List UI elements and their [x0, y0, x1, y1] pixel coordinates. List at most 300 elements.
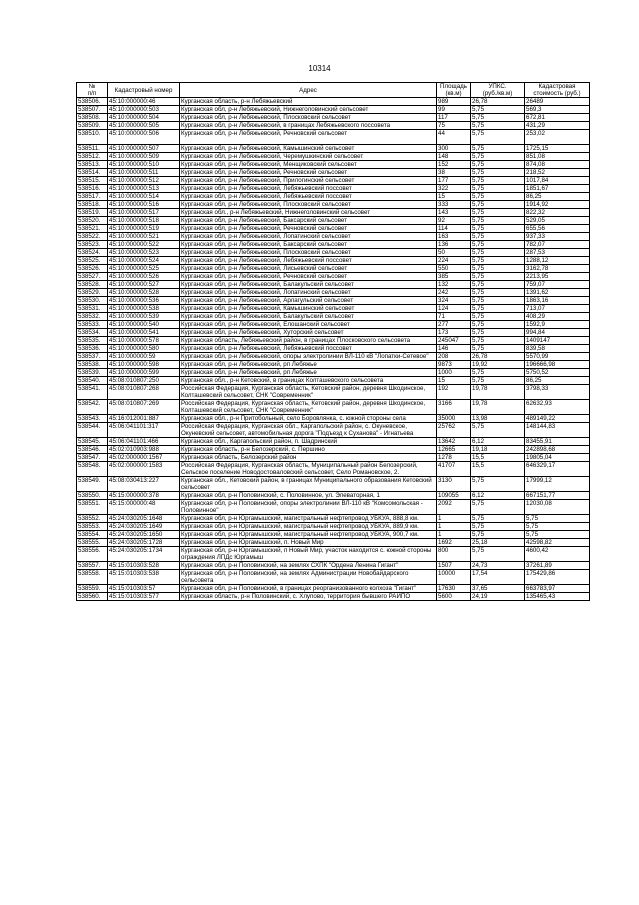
area-cell: 132 [437, 281, 471, 289]
row-index-cell: 538550. [77, 492, 108, 500]
table-row [77, 477, 590, 492]
table-row [77, 562, 590, 570]
area-cell: 208 [437, 353, 471, 361]
cadastral-value-cell: 86,25 [525, 377, 590, 385]
row-index-cell: 538522. [77, 233, 108, 241]
upks-cell: 5,75 [471, 305, 525, 313]
cadastral-value-cell: 5750,52 [525, 369, 590, 377]
cadastral-value-cell: 287,53 [525, 249, 590, 257]
upks-cell: 5,75 [471, 281, 525, 289]
cadastral-value-cell: 1592,9 [525, 321, 590, 329]
table-row [77, 345, 590, 353]
address-cell: Курганская обл, р-н Лебяжьевский, Лебяжьевский поссовет [180, 185, 437, 193]
cadastral-number-cell: 45:08:010807:250 [108, 377, 180, 385]
address-cell: Курганская обл, р-н Лебяжьевский, Лебяжьевский поссовет [180, 257, 437, 265]
cadastral-value-cell: 782,07 [525, 241, 590, 249]
upks-cell: 5,75 [471, 500, 525, 515]
table-row [77, 400, 590, 415]
cadastral-number-cell: 45:10:000000:526 [108, 273, 180, 281]
upks-cell: 26,78 [471, 353, 525, 361]
area-cell: 50 [437, 249, 471, 257]
table-row [77, 257, 590, 265]
row-index-cell: 538526. [77, 265, 108, 273]
upks-cell: 5,75 [471, 106, 525, 114]
upks-cell: 6,12 [471, 492, 525, 500]
address-cell: Курганская обл, р-н Половинский, в границах реорганизованного колхоза "Гигант" [180, 585, 437, 593]
cadastral-value-cell: 42598,82 [525, 539, 590, 547]
area-cell: 146 [437, 345, 471, 353]
row-index-cell: 538543. [77, 415, 108, 423]
cadastral-number-cell: 45:24:030205:1650 [108, 531, 180, 539]
cadastral-number-cell: 45:10:000000:59 [108, 353, 180, 361]
row-index-cell: 538554. [77, 531, 108, 539]
cadastral-value-cell: 1391,62 [525, 289, 590, 297]
table-row [77, 438, 590, 446]
address-cell: Курганская обл, р-н Лебяжьевский, Речновский сельсовет [180, 273, 437, 281]
area-cell: 550 [437, 265, 471, 273]
cadastral-value-cell: 759,07 [525, 281, 590, 289]
table-row [77, 185, 590, 193]
cadastral-number-cell: 45:15:010303:577 [108, 593, 180, 601]
address-cell: Курганская обл, р-н Половинский, с. Половинное, ул. Элеваторная, 1 [180, 492, 437, 500]
cadastral-number-cell: 45:10:000000:506 [108, 130, 180, 145]
cadastral-number-cell: 45:02:010903:988 [108, 446, 180, 454]
area-cell: 9873 [437, 361, 471, 369]
address-cell: Курганская обл, р-н Лебяжьевский, Речновский сельсовет [180, 169, 437, 177]
table-row [77, 161, 590, 169]
upks-cell: 5,75 [471, 423, 525, 438]
row-index-cell: 538536. [77, 345, 108, 353]
cadastral-number-cell: 45:15:010303:57 [108, 585, 180, 593]
address-cell: Курганская обл, р-н Лебяжьевский, Лебяжьевский поссовет [180, 193, 437, 201]
cadastral-number-cell: 45:10:000000:517 [108, 209, 180, 217]
table-row [77, 169, 590, 177]
area-cell: 109055 [437, 492, 471, 500]
table-row [77, 500, 590, 515]
page-number: 10314 [308, 64, 331, 73]
row-index-cell: 538549. [77, 477, 108, 492]
table-row [77, 462, 590, 477]
area-cell: 2092 [437, 500, 471, 515]
cadastral-value-cell: 148144,83 [525, 423, 590, 438]
cadastral-value-cell: 83455,91 [525, 438, 590, 446]
address-cell: Курганская обл, р-н Лебяжьевский, Плосковский сельсовет [180, 201, 437, 209]
address-cell: Курганская обл., Кетовский район, в границах Муниципального образования Кетовский сельсовет [180, 477, 437, 492]
cadastral-number-cell: 45:02:000000:1567 [108, 454, 180, 462]
cadastral-value-cell: 431,29 [525, 122, 590, 130]
upks-cell: 19,78 [471, 400, 525, 415]
upks-cell: 5,75 [471, 265, 525, 273]
address-cell: Курганская область, Белозерский район [180, 454, 437, 462]
row-index-cell: 538517. [77, 193, 108, 201]
table-row [77, 585, 590, 593]
row-index-cell: 538542. [77, 400, 108, 415]
table-row [77, 281, 590, 289]
upks-cell: 5,75 [471, 177, 525, 185]
row-index-cell: 538541. [77, 385, 108, 400]
address-cell: Курганская область, р-н Белозерский, с. Першино [180, 446, 437, 454]
cadastral-number-cell: 45:24:030205:1734 [108, 547, 180, 562]
row-index-cell: 538560. [77, 593, 108, 601]
cadastral-value-cell: 655,56 [525, 225, 590, 233]
row-index-cell: 538556. [77, 547, 108, 562]
table-row [77, 98, 590, 106]
row-index-cell: 538521. [77, 225, 108, 233]
area-cell: 322 [437, 185, 471, 193]
upks-cell: 5,75 [471, 193, 525, 201]
cadastral-number-cell: 45:10:000000:516 [108, 201, 180, 209]
cadastral-number-cell: 45:10:000000:527 [108, 281, 180, 289]
area-cell: 989 [437, 98, 471, 106]
row-index-cell: 538515. [77, 177, 108, 185]
row-index-cell: 538519. [77, 209, 108, 217]
area-cell: 15 [437, 193, 471, 201]
cadastral-number-cell: 45:02:000000:1583 [108, 462, 180, 477]
area-cell: 75 [437, 122, 471, 130]
cadastral-number-cell: 45:24:030205:1728 [108, 539, 180, 547]
row-index-cell: 538512. [77, 153, 108, 161]
area-cell: 800 [437, 547, 471, 562]
table-row [77, 531, 590, 539]
area-cell: 1000 [437, 369, 471, 377]
address-cell: Российская Федерация, Курганская область, Кетовский район, деревня Шкодинское, Колташевский сельсовет, СНК "Современник" [180, 385, 437, 400]
area-cell: 10000 [437, 570, 471, 585]
address-cell: Курганская обл, р-н Лебяжьевский, Речновский сельсовет [180, 130, 437, 145]
area-cell: 333 [437, 201, 471, 209]
cadastral-value-cell: 5,75 [525, 523, 590, 531]
cadastral-number-cell: 45:10:000000:599 [108, 369, 180, 377]
table-row [77, 492, 590, 500]
cadastral-value-cell: 529,05 [525, 217, 590, 225]
cadastral-value-cell: 5,75 [525, 531, 590, 539]
area-cell: 99 [437, 106, 471, 114]
address-cell: Курганская обл, р-н Юргамышский, п. Новый Мир [180, 539, 437, 547]
area-cell: 173 [437, 329, 471, 337]
table-row [77, 153, 590, 161]
cadastral-value-cell: 672,81 [525, 114, 590, 122]
area-cell: 152 [437, 161, 471, 169]
area-cell: 3166 [437, 400, 471, 415]
address-cell: Курганская обл, р-н Лебяжьевский, Хуторский сельсовет [180, 329, 437, 337]
table-row [77, 361, 590, 369]
area-cell: 1278 [437, 454, 471, 462]
row-index-cell: 538533. [77, 321, 108, 329]
row-index-cell: 538531. [77, 305, 108, 313]
table-row [77, 289, 590, 297]
cadastral-number-cell: 45:10:000000:580 [108, 345, 180, 353]
upks-cell: 5,75 [471, 369, 525, 377]
cadastral-number-cell: 45:10:000000:522 [108, 241, 180, 249]
cadastral-value-cell: 5570,99 [525, 353, 590, 361]
cadastral-number-cell: 45:10:000000:539 [108, 313, 180, 321]
row-index-cell: 538544. [77, 423, 108, 438]
table-row [77, 233, 590, 241]
upks-cell: 5,75 [471, 233, 525, 241]
upks-cell: 5,75 [471, 329, 525, 337]
cadastral-number-cell: 45:10:000000:510 [108, 161, 180, 169]
address-cell: Курганская обл, р-н Лебяжьевский, Арлагульский сельсовет [180, 297, 437, 305]
row-index-cell: 538528. [77, 281, 108, 289]
upks-cell: 5,75 [471, 531, 525, 539]
cadastral-number-cell: 45:10:000000:521 [108, 233, 180, 241]
table-row [77, 385, 590, 400]
cadastral-table [76, 82, 590, 601]
area-cell: 15 [437, 377, 471, 385]
address-cell: Курганская обл, р-н Лебяжьевский, Елошанский сельсовет [180, 321, 437, 329]
area-cell: 124 [437, 305, 471, 313]
upks-cell: 24,19 [471, 593, 525, 601]
area-cell: 1 [437, 531, 471, 539]
table-row [77, 337, 590, 345]
area-cell: 117 [437, 114, 471, 122]
table-row [77, 106, 590, 114]
upks-cell: 5,75 [471, 289, 525, 297]
address-cell: Курганская обл, р-н Лебяжьевский, Плосковский сельсовет [180, 249, 437, 257]
upks-cell: 5,75 [471, 153, 525, 161]
table-row [77, 241, 590, 249]
cadastral-number-cell: 45:24:030205:1648 [108, 515, 180, 523]
upks-cell: 5,75 [471, 145, 525, 153]
area-cell: 44 [437, 130, 471, 145]
upks-cell: 5,75 [471, 313, 525, 321]
address-cell: Курганская обл, р-н Лебяжьевский, Лопатинский сельсовет [180, 233, 437, 241]
address-cell: Курганская обл, р-н Лебяжьевский, Баксарский сельсовет [180, 241, 437, 249]
address-cell: Курганская обл., р-н Лебяжьевский, Нижнеголовинский сельсовет [180, 209, 437, 217]
row-index-cell: 538513. [77, 161, 108, 169]
cadastral-number-cell: 45:10:000000:505 [108, 122, 180, 130]
cadastral-number-cell: 45:10:000000:525 [108, 265, 180, 273]
address-cell: Курганская обл., р-н Притобольный, село Боровлянка, с. южной стороны села [180, 415, 437, 423]
area-cell: 242 [437, 289, 471, 297]
cadastral-value-cell: 37261,89 [525, 562, 590, 570]
row-index-cell: 538555. [77, 539, 108, 547]
cadastral-number-cell: 45:24:030205:1649 [108, 523, 180, 531]
table-row [77, 547, 590, 562]
cadastral-value-cell: 196666,98 [525, 361, 590, 369]
cadastral-number-cell: 45:10:000000:513 [108, 185, 180, 193]
address-cell: Курганская обл, р-н Лебяжьевский, Менщиковский сельсовет [180, 161, 437, 169]
area-cell: 324 [437, 297, 471, 305]
cadastral-value-cell: 5,75 [525, 515, 590, 523]
table-row [77, 321, 590, 329]
row-index-cell: 538506. [77, 98, 108, 106]
row-index-cell: 538514. [77, 169, 108, 177]
upks-cell: 5,75 [471, 321, 525, 329]
upks-cell: 5,75 [471, 201, 525, 209]
address-cell: Курганская обл., Каргапольский район, п. Шадринский [180, 438, 437, 446]
cadastral-value-cell: 569,3 [525, 106, 590, 114]
cadastral-number-cell: 45:15:010303:538 [108, 570, 180, 585]
area-cell: 245047 [437, 337, 471, 345]
cadastral-value-cell: 3798,33 [525, 385, 590, 400]
row-index-cell: 538534. [77, 329, 108, 337]
table-row [77, 329, 590, 337]
address-cell: Курганская обл, р-н Лебяжьевский, Балакульский сельсовет [180, 313, 437, 321]
header-cadastral-value: Кадастровая стоимость (руб.) [525, 83, 590, 98]
area-cell: 1 [437, 515, 471, 523]
upks-cell: 5,75 [471, 169, 525, 177]
row-index-cell: 538520. [77, 217, 108, 225]
cadastral-value-cell: 86,25 [525, 193, 590, 201]
table-body [77, 98, 590, 601]
upks-cell: 15,5 [471, 462, 525, 477]
cadastral-number-cell: 45:10:000000:46 [108, 98, 180, 106]
upks-cell: 19,92 [471, 361, 525, 369]
area-cell: 192 [437, 385, 471, 400]
upks-cell: 19,78 [471, 385, 525, 400]
table-row [77, 454, 590, 462]
cadastral-value-cell: 663783,97 [525, 585, 590, 593]
area-cell: 148 [437, 153, 471, 161]
area-cell: 300 [437, 145, 471, 153]
upks-cell: 5,75 [471, 515, 525, 523]
area-cell: 136 [437, 241, 471, 249]
row-index-cell: 538529. [77, 289, 108, 297]
row-index-cell: 538530. [77, 297, 108, 305]
row-index-cell: 538532. [77, 313, 108, 321]
upks-cell: 5,75 [471, 257, 525, 265]
cadastral-value-cell: 489149,22 [525, 415, 590, 423]
cadastral-value-cell: 1288,12 [525, 257, 590, 265]
cadastral-number-cell: 45:10:000000:518 [108, 217, 180, 225]
cadastral-value-cell: 1914,92 [525, 201, 590, 209]
cadastral-value-cell: 408,29 [525, 313, 590, 321]
cadastral-number-cell: 45:10:000000:524 [108, 257, 180, 265]
address-cell: Курганская обл, р-н Юргамышский, магистральный нефтепровод УБКУА, 888,8 км. [180, 515, 437, 523]
table-row [77, 313, 590, 321]
table-row [77, 515, 590, 523]
table-row [77, 523, 590, 531]
upks-cell: 24,73 [471, 562, 525, 570]
area-cell: 92 [437, 217, 471, 225]
address-cell: Курганская обл, р-н Лебяжьевский, Балакульский сельсовет [180, 281, 437, 289]
cadastral-value-cell: 1851,67 [525, 185, 590, 193]
row-index-cell: 538553. [77, 523, 108, 531]
cadastral-value-cell: 822,32 [525, 209, 590, 217]
cadastral-value-cell: 667151,77 [525, 492, 590, 500]
table-row [77, 369, 590, 377]
address-cell: Курганская обл, р-н Лебяжьевский, Баксарский сельсовет [180, 217, 437, 225]
row-index-cell: 538551. [77, 500, 108, 515]
upks-cell: 19,18 [471, 446, 525, 454]
address-cell: Российская Федерация, Курганская область, Муниципальный район Белозерский, Сельское поселение Новодостоваловский сельсовет, Село Романовское, 2. [180, 462, 437, 477]
upks-cell: 37,65 [471, 585, 525, 593]
address-cell: Курганская обл, р-н Лебяжьевский, Камышинский сельсовет [180, 305, 437, 313]
header-index: № п/п [77, 83, 108, 98]
cadastral-number-cell: 45:15:000000:378 [108, 492, 180, 500]
upks-cell: 5,75 [471, 547, 525, 562]
area-cell: 385 [437, 273, 471, 281]
address-cell: Курганская обл, р-н Половинский, на землях Администрации Новобайдарского сельсовета [180, 570, 437, 585]
table-row [77, 114, 590, 122]
cadastral-number-cell: 45:08:010807:268 [108, 385, 180, 400]
address-cell: Курганская обл, р-н Лебяжьевский, Черемушкинский сельсовет [180, 153, 437, 161]
table-row [77, 193, 590, 201]
address-cell: Курганская обл, р-н Лебяжьевский, Лебяжьевский поссовет [180, 345, 437, 353]
area-cell: 3130 [437, 477, 471, 492]
row-index-cell: 538537. [77, 353, 108, 361]
cadastral-value-cell: 713,07 [525, 305, 590, 313]
address-cell: Курганская обл, р-н Лебяжьевский, Прилогинский сельсовет [180, 177, 437, 185]
address-cell: Курганская обл., р-н Кетовский, в границах Колташевского сельсовета [180, 377, 437, 385]
address-cell: Курганская обл, р-н Лебяжьевский, Лисьевский сельсовет [180, 265, 437, 273]
row-index-cell: 538511. [77, 145, 108, 153]
cadastral-number-cell: 45:10:000000:507 [108, 145, 180, 153]
cadastral-number-cell: 45:10:000000:536 [108, 297, 180, 305]
row-index-cell: 538539. [77, 369, 108, 377]
table-row [77, 415, 590, 423]
upks-cell: 26,78 [471, 98, 525, 106]
row-index-cell: 538508. [77, 114, 108, 122]
cadastral-value-cell: 839,58 [525, 345, 590, 353]
row-index-cell: 538518. [77, 201, 108, 209]
table-row [77, 177, 590, 185]
cadastral-value-cell: 874,08 [525, 161, 590, 169]
row-index-cell: 538507. [77, 106, 108, 114]
upks-cell: 25,18 [471, 539, 525, 547]
area-cell: 1692 [437, 539, 471, 547]
cadastral-number-cell: 45:10:000000:598 [108, 361, 180, 369]
upks-cell: 5,75 [471, 122, 525, 130]
cadastral-number-cell: 45:08:030413:227 [108, 477, 180, 492]
table-row [77, 570, 590, 585]
cadastral-value-cell: 3162,78 [525, 265, 590, 273]
cadastral-number-cell: 45:10:000000:540 [108, 321, 180, 329]
cadastral-number-cell: 45:15:000000:48 [108, 500, 180, 515]
upks-cell: 17,54 [471, 570, 525, 585]
area-cell: 1 [437, 523, 471, 531]
cadastral-value-cell: 851,08 [525, 153, 590, 161]
area-cell: 163 [437, 233, 471, 241]
row-index-cell: 538527. [77, 273, 108, 281]
cadastral-value-cell: 253,02 [525, 130, 590, 145]
table-header-row [77, 83, 590, 98]
upks-cell: 5,75 [471, 273, 525, 281]
upks-cell: 5,75 [471, 225, 525, 233]
cadastral-number-cell: 45:10:000000:503 [108, 106, 180, 114]
cadastral-number-cell: 45:10:000000:528 [108, 289, 180, 297]
address-cell: Курганская обл, р-н Половинский, опоры электролинии ВЛ-110 кВ "Комсомольская - Половинное" [180, 500, 437, 515]
cadastral-value-cell: 175429,86 [525, 570, 590, 585]
area-cell: 143 [437, 209, 471, 217]
area-cell: 71 [437, 313, 471, 321]
address-cell: Курганская обл, р-н Половинский, на землях СХПК "Ордена Ленина Гигант" [180, 562, 437, 570]
area-cell: 38 [437, 169, 471, 177]
address-cell: Курганская обл, р-н Лебяжьевский, Камышинский сельсовет [180, 145, 437, 153]
table-row [77, 297, 590, 305]
area-cell: 41707 [437, 462, 471, 477]
address-cell: Российская Федерация, Курганская обл., Каргапольский район, с. Окуневское, Окуневский сельсовет, автомобильная дорога "Подъезд к Суханова" - Игнатьева [180, 423, 437, 438]
upks-cell: 5,75 [471, 297, 525, 305]
address-cell: Курганская обл, р-н Лебяжьевский, Лопатинский сельсовет [180, 289, 437, 297]
cadastral-value-cell: 26489 [525, 98, 590, 106]
cadastral-number-cell: 45:08:010807:269 [108, 400, 180, 415]
row-index-cell: 538524. [77, 249, 108, 257]
area-cell: 13642 [437, 438, 471, 446]
upks-cell: 5,75 [471, 523, 525, 531]
upks-cell: 5,75 [471, 114, 525, 122]
address-cell: Курганская обл, р-н Юргамышский, п Новый Мир, участок находится с. южной стороны ограждения ЛПДс Юргамыш [180, 547, 437, 562]
cadastral-value-cell: 1017,84 [525, 177, 590, 185]
cadastral-number-cell: 45:10:000000:504 [108, 114, 180, 122]
cadastral-value-cell: 2213,95 [525, 273, 590, 281]
upks-cell: 5,75 [471, 249, 525, 257]
header-area: Площадь (кв.м) [437, 83, 471, 98]
header-cadastral-number: Кадастровый номер [108, 83, 180, 98]
table-row [77, 593, 590, 601]
cadastral-value-cell: 937,33 [525, 233, 590, 241]
cadastral-value-cell: 17999,12 [525, 477, 590, 492]
